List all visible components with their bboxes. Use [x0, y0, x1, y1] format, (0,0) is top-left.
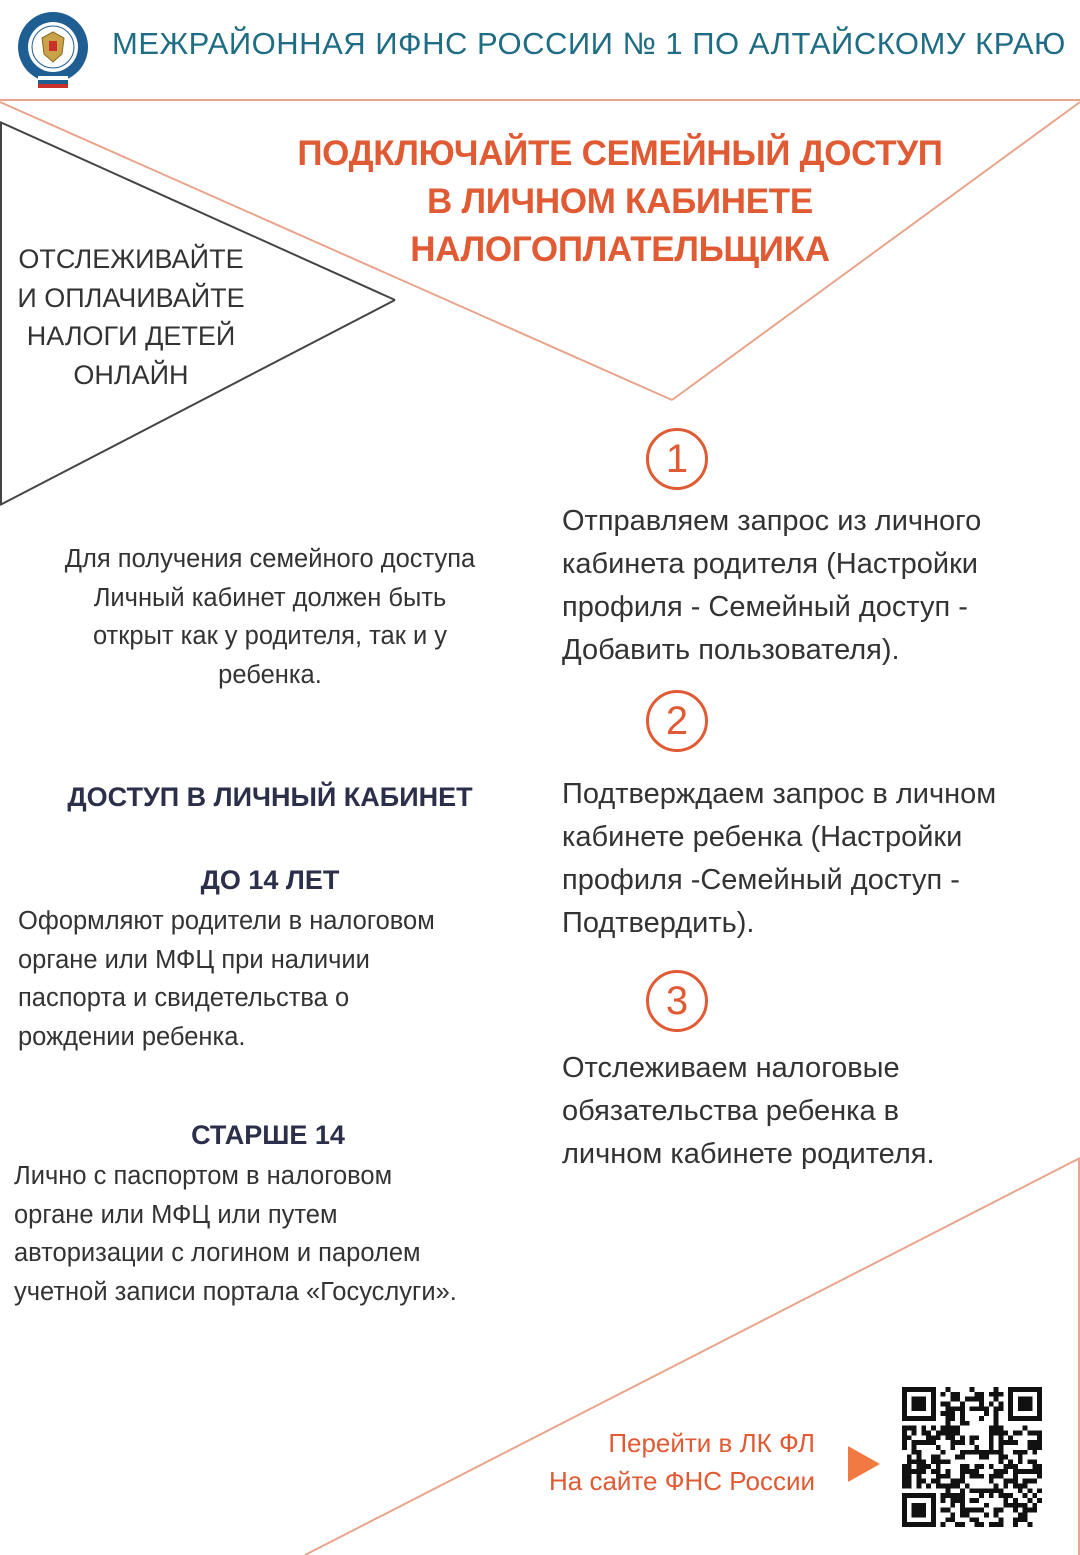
intro-line: Личный кабинет должен быть [93, 583, 447, 612]
step-line: Добавить пользователя). [562, 634, 900, 666]
left-tagline [0, 240, 262, 394]
step-1-text [562, 500, 1072, 672]
tagline-line: И ОПЛАЧИВАЙТЕ [17, 282, 245, 313]
intro-line: ребенка. [218, 660, 322, 689]
tagline-line: ОТСЛЕЖИВАЙТЕ [18, 244, 244, 274]
over-14-line: органе или МФЦ или путем [14, 1200, 338, 1229]
under-14-heading: ДО 14 ЛЕТ [200, 865, 340, 895]
page-title: МЕЖРАЙОННАЯ ИФНС РОССИИ № 1 ПО АЛТАЙСКОМУ КРАЮ [112, 26, 1066, 61]
fns-emblem-icon [16, 10, 90, 90]
over-14-text [14, 1157, 544, 1311]
intro-line: открыт как у родителя, так и у [92, 622, 448, 650]
lk-link[interactable]: Перейти в ЛК ФЛ [608, 1428, 815, 1458]
main-heading-line: НАЛОГОПЛАТЕЛЬЩИКА [410, 230, 830, 269]
step-line: кабинета родителя (Настройки [562, 548, 978, 580]
step-line: Подтвердить). [562, 907, 755, 939]
under-14-line: органе или МФЦ при наличии [18, 945, 370, 974]
step-line: Отслеживаем налоговые [562, 1052, 900, 1084]
main-heading-line: В ЛИЧНОМ КАБИНЕТЕ [427, 182, 813, 221]
qr-code-icon[interactable] [902, 1387, 1042, 1527]
main-heading [260, 130, 980, 274]
step-1-number: 1 [646, 428, 708, 490]
over-14-line: учетной записи портала «Госуслуги». [14, 1277, 457, 1306]
under-14-line: рождении ребенка. [18, 1022, 246, 1051]
over-14-line: авторизации с логином и паролем [14, 1239, 421, 1267]
step-line: профиля - Семейный доступ - [562, 591, 968, 623]
step-line: обязательства ребенка в [562, 1095, 900, 1127]
under-14-line: паспорта и свидетельства о [18, 984, 350, 1012]
main-heading-line: ПОДКЛЮЧАЙТЕ СЕМЕЙНЫЙ ДОСТУП [297, 134, 943, 173]
step-2-number: 2 [646, 690, 708, 752]
under-14-line: Оформляют родители в налоговом [18, 907, 435, 935]
step-3-text [562, 1047, 1072, 1176]
step-2-text [562, 773, 1072, 945]
step-3-number: 3 [646, 970, 708, 1032]
over-14-heading: СТАРШЕ 14 [191, 1120, 345, 1150]
under-14-text [18, 902, 538, 1056]
step-line: личном кабинете родителя. [562, 1138, 935, 1170]
step-line: кабинете ребенка (Настройки [562, 821, 963, 853]
access-heading: ДОСТУП В ЛИЧНЫЙ КАБИНЕТ [67, 782, 473, 812]
fns-site-link[interactable]: На сайте ФНС России [549, 1466, 815, 1496]
step-line: профиля -Семейный доступ - [562, 864, 960, 896]
step-line: Подтверждаем запрос в личном [562, 778, 997, 810]
step-line: Отправляем запрос из личного [562, 505, 982, 537]
tagline-line: ОНЛАЙН [73, 359, 189, 390]
tagline-line: НАЛОГИ ДЕТЕЙ [26, 321, 236, 351]
arrow-right-icon [848, 1446, 880, 1482]
over-14-line: Лично с паспортом в налоговом [14, 1162, 393, 1190]
intro-line: Для получения семейного доступа [64, 545, 476, 573]
intro-text [20, 540, 520, 694]
